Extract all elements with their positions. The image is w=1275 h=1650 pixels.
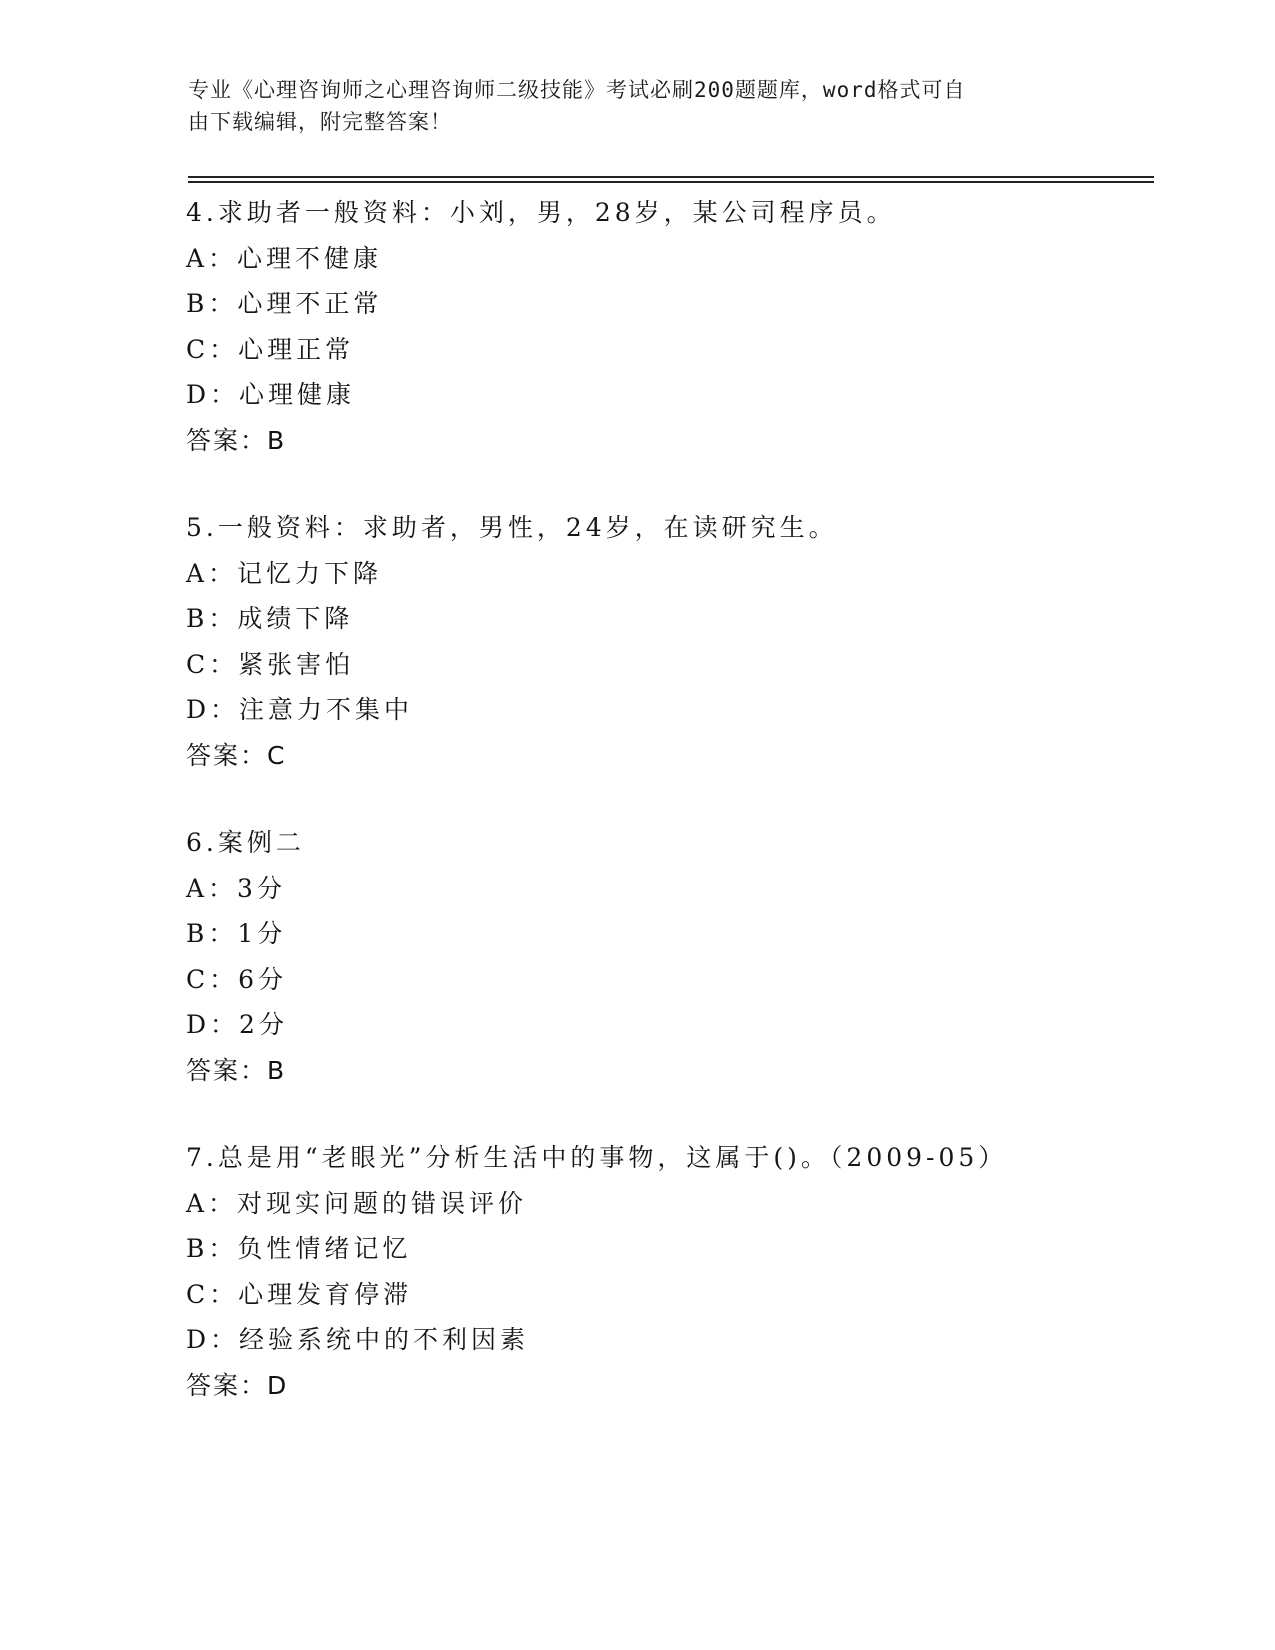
option-c: C：心理发育停滞 [186,1279,413,1309]
answer: 答案：B [186,425,287,455]
header-divider-top [188,176,1154,178]
option-b: B：1分 [186,919,287,948]
question-list [186,190,1146,1450]
option-c: C：6分 [186,964,288,994]
header-divider-bottom [188,181,1154,183]
option-b: B：负性情绪记忆 [186,1234,412,1263]
option-c: C：心理正常 [186,334,355,364]
option-a: A：记忆力下降 [186,558,383,588]
option-c: C：紧张害怕 [186,649,355,679]
option-b: B：成绩下降 [186,604,354,633]
question-4 [186,190,1146,463]
option-a: A：心理不健康 [186,243,383,273]
document-header [188,74,1068,138]
option-d: D：2分 [186,1010,288,1039]
question-stem: 7.总是用“老眼光”分析生活中的事物，这属于()。（2009-05） [186,1143,1008,1172]
header-line-1: 专业《心理咨询师之心理咨询师二级技能》考试必刷200题题库，word格式可自 [188,78,966,102]
question-7 [186,1135,1146,1408]
answer: 答案：D [186,1370,289,1400]
answer: 答案：B [186,1055,287,1085]
question-stem: 4.求助者一般资料：小刘，男，28岁，某公司程序员。 [186,198,896,227]
option-d: D：经验系统中的不利因素 [186,1325,530,1354]
question-stem: 6.案例二 [186,828,305,857]
option-d: D：心理健康 [186,380,356,409]
question-stem: 5.一般资料：求助者，男性，24岁，在读研究生。 [186,513,838,542]
answer: 答案：C [186,740,287,770]
option-a: A：对现实问题的错误评价 [186,1188,528,1218]
option-a: A：3分 [186,873,286,903]
question-6 [186,820,1146,1093]
option-d: D：注意力不集中 [186,695,414,724]
option-b: B：心理不正常 [186,289,383,318]
question-5 [186,505,1146,778]
header-line-2: 由下载编辑，附完整答案！ [188,110,452,134]
